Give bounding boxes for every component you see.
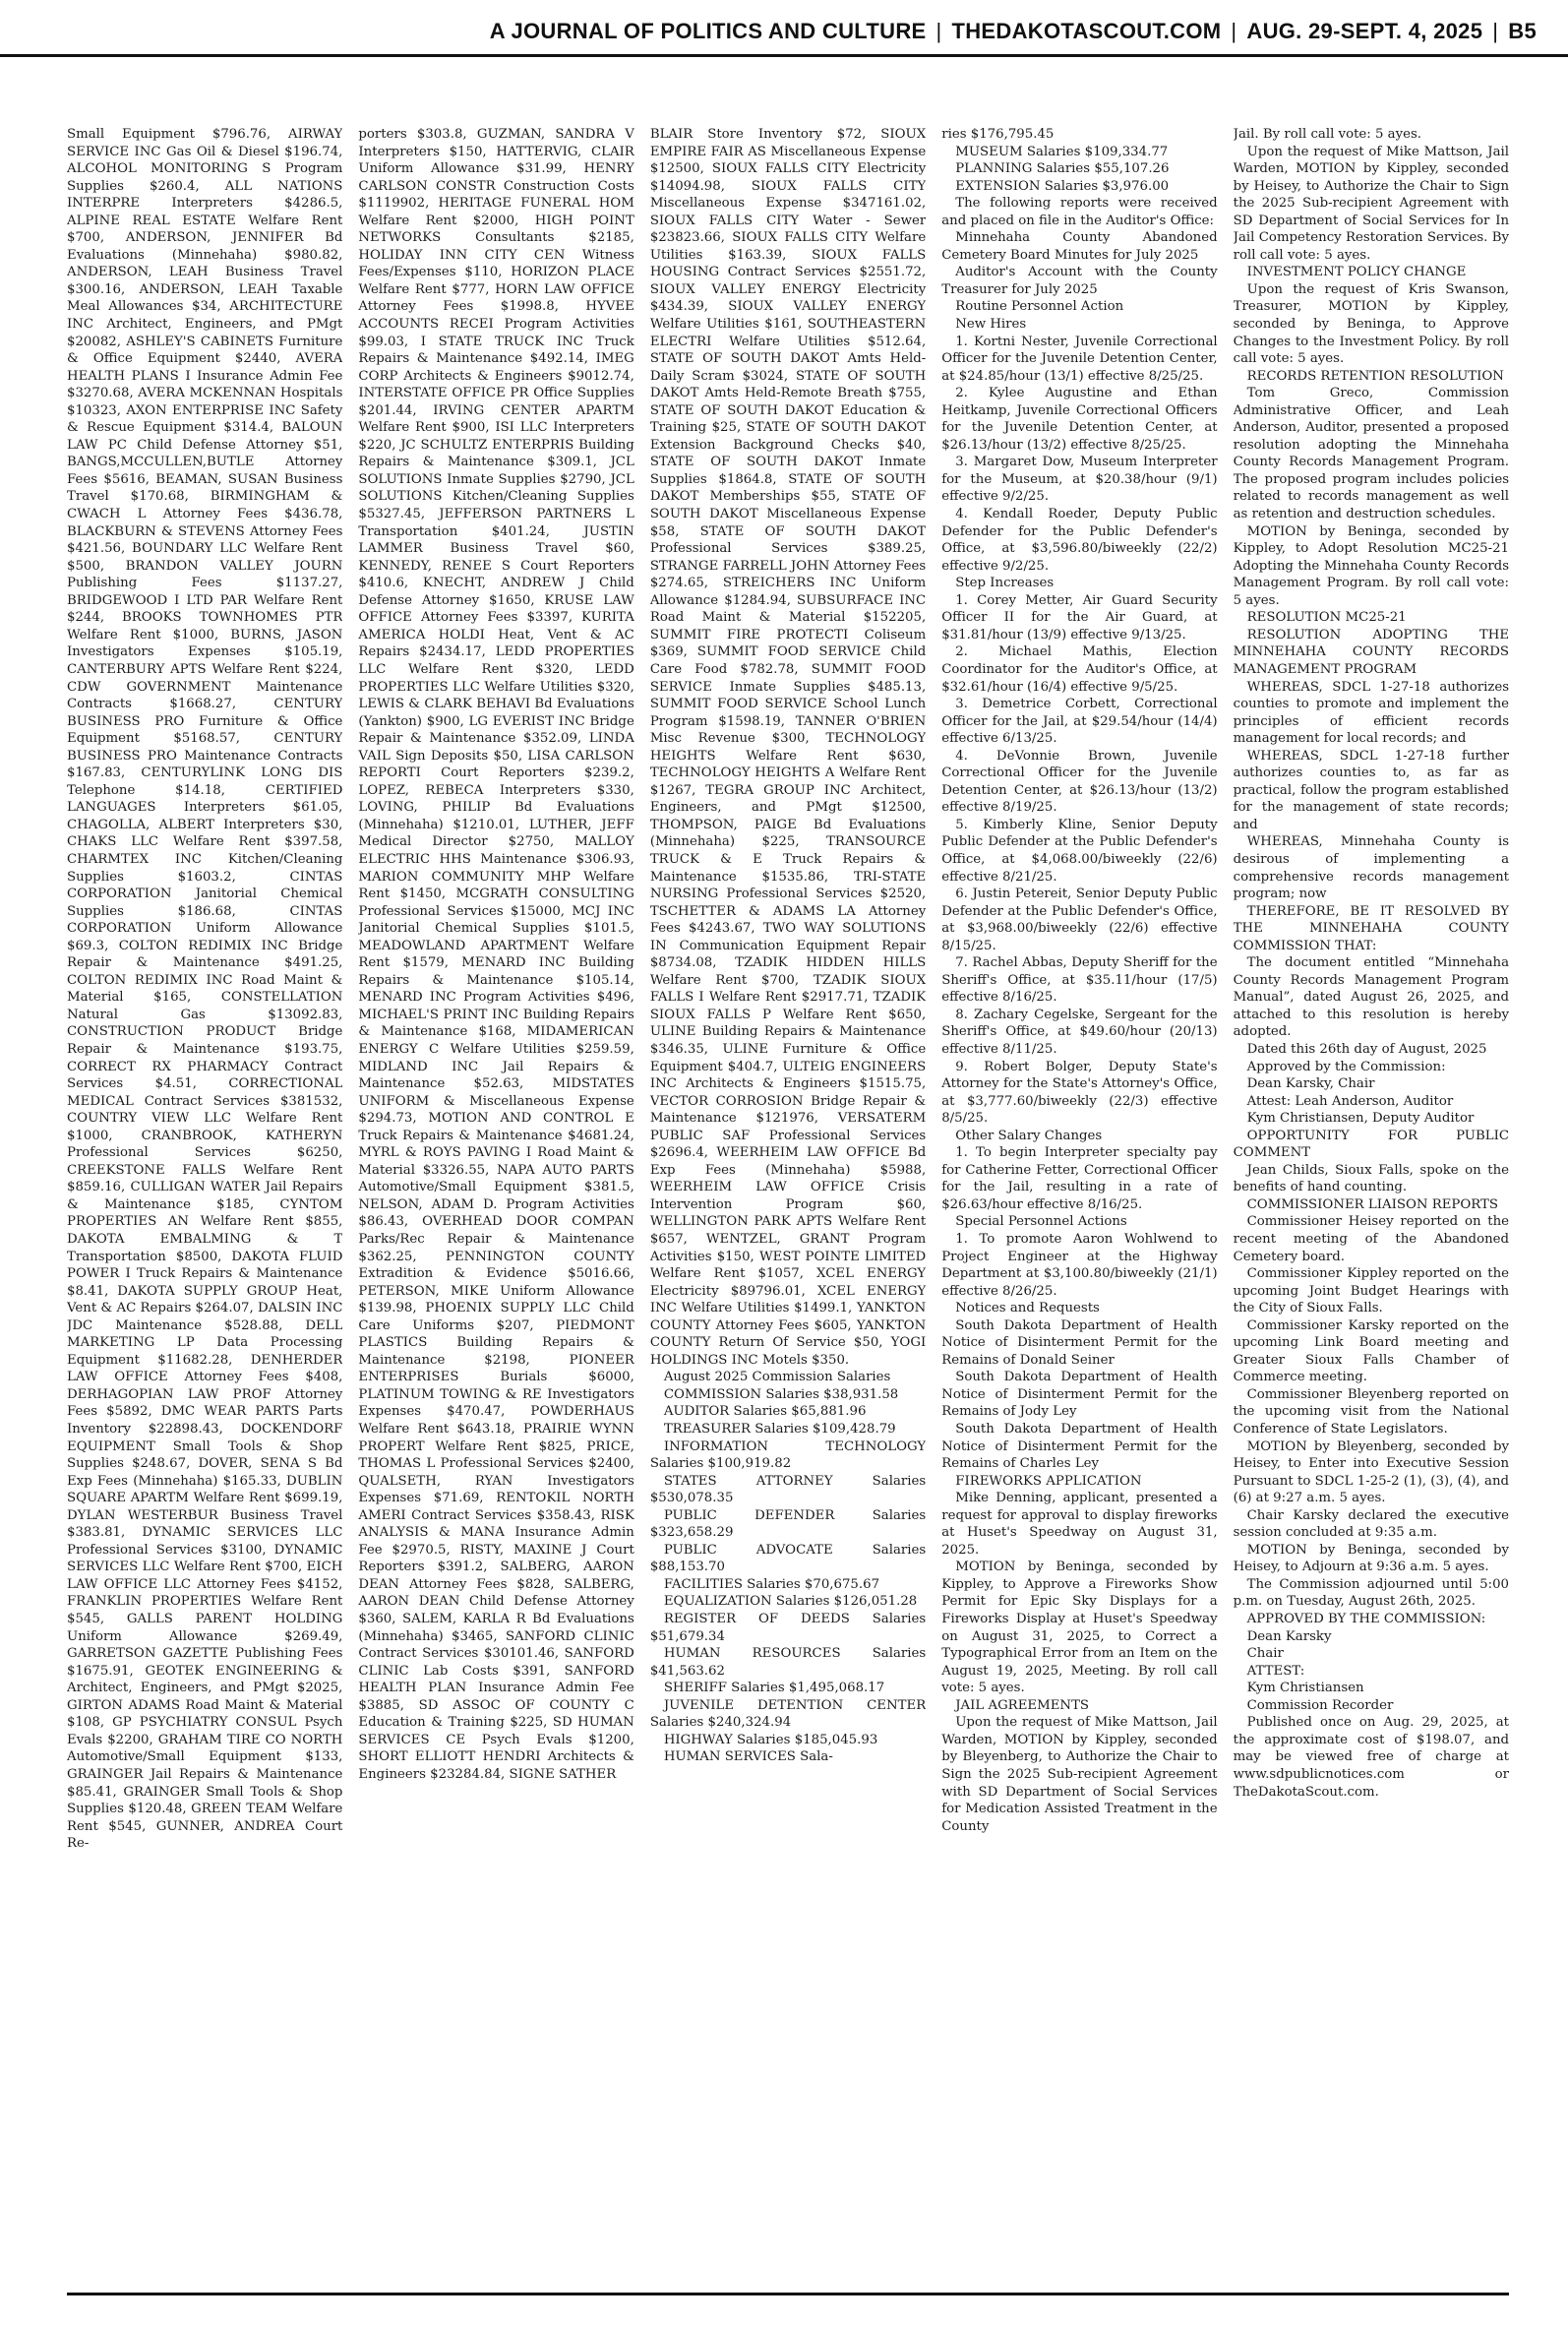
notice-paragraph: COMMISSIONER LIAISON REPORTS — [1246, 1196, 1499, 1212]
notice-paragraph: Dean Karsky — [1246, 1628, 1332, 1644]
masthead-separator: | — [1231, 19, 1237, 43]
column-5 — [1234, 126, 1509, 2288]
notice-paragraph: 1. Kortni Nester, Juvenile Correctional Officer for the Juvenile Detention Center, at $24.85/hour (13/1) effective 8/25/25. — [941, 334, 1218, 384]
notice-paragraph: EXTENSION Salaries $3,976.00 — [955, 178, 1170, 194]
notice-paragraph: TREASURER Salaries $109,428.79 — [663, 1422, 896, 1438]
notice-paragraph: 3. Demetrice Corbett, Correctional Officer for the Jail, at $29.54/hour (14/4) effective 6/13/25. — [941, 697, 1218, 747]
notice-paragraph: Kym Christiansen — [1246, 1681, 1364, 1696]
notice-paragraph: Kym Christiansen, Deputy Auditor — [1246, 1111, 1475, 1127]
notice-paragraph: STATES ATTORNEY Salaries $530,078.35 — [649, 1473, 927, 1506]
notice-paragraph: 2. Michael Mathis, Election Coordinator for the Auditor's Office, at $32.61/hour (16/4) effective 9/5/25. — [941, 644, 1218, 695]
notice-paragraph: New Hires — [955, 317, 1027, 333]
notice-paragraph: 1. To promote Aaron Wohlwend to Project Engineer at the Highway Department at $3,100.80/biweekly (21/1) effective 8/26/25. — [941, 1232, 1218, 1299]
notice-paragraph: Upon the request of Mike Mattson, Jail Warden, MOTION by Kippley, seconded by Heisey, to Authorize the Chair to Sign the 2025 Sub-recipient Agreement with SD Department of Social Services for In Jail Competency Restoration Services. By roll call vote: 5 ayes. — [1233, 144, 1510, 263]
notice-paragraph: FIREWORKS APPLICATION — [955, 1473, 1142, 1489]
bottom-rule — [67, 2293, 1509, 2295]
notice-paragraph: RESOLUTION ADOPTING THE MINNEHAHA COUNTY RECORDS MANAGEMENT PROGRAM — [1233, 627, 1510, 677]
notice-paragraph: JAIL AGREEMENTS — [955, 1697, 1090, 1713]
public-notice-columns — [67, 126, 1509, 2288]
notice-paragraph: AUDITOR Salaries $65,881.96 — [663, 1404, 867, 1420]
column-2 — [358, 126, 633, 2288]
notice-paragraph: Approved by the Commission: — [1246, 1059, 1446, 1074]
notice-paragraph: BLAIR Store Inventory $72, SIOUX EMPIRE FAIR AS Miscellaneous Expense $12500, SIOUX FALLS CITY Electricity $14094.98, SIOUX FALLS CITY Miscellaneous Expense $347161.02, SIOUX FALLS CITY Water - Sewer $23823.66, SIOUX FALLS CITY Welfare Utilities $163.39, SIOUX FALLS HOUSING Contract Services $2551.72, SIOUX VALLEY ENERGY Electricity $434.39, SIOUX VALLEY ENERGY Welfare Utilities $161, SOUTHEASTERN ELECTRI Welfare Utilities $512.64, STATE OF SOUTH DAKOT Amts Held-Daily Scram $3024, STATE OF SOUTH DAKOT Amts Held-Remote Breath $755, STATE OF SOUTH DAKOT Education & Training $25, STATE OF SOUTH DAKOT Extension Background Checks $40, STATE OF SOUTH DAKOT Inmate Supplies $1864.8, STATE OF SOUTH DAKOT Memberships $55, STATE OF SOUTH DAKOT Miscellaneous Expense $58, STATE OF SOUTH DAKOT Professional Services $389.25, STRANGE FARRELL JOHN Attorney Fees $274.65, STREICHERS INC Uniform Allowance $1284.94, SUBSURFACE INC Road Maint & Material $152205, SUMMIT FIRE PROTECTI Coliseum $369, SUMMIT FOOD SERVICE Child Care Food $782.78, SUMMIT FOOD SERVICE Inmate Supplies $485.13, SUMMIT FOOD SERVICE School Lunch Program $1598.19, TANNER O'BRIEN Misc Revenue $300, TECHNOLOGY HEIGHTS Welfare Rent $630, TECHNOLOGY HEIGHTS A Welfare Rent $1267, TEGRA GROUP INC Architect, Engineers, and PMgt $12500, THOMPSON, PAIGE Bd Evaluations (Minnehaha) $225, TRANSOURCE TRUCK & E Truck Repairs & Maintenance $1535.86, TRI-STATE NURSING Professional Services $2520, TSCHETTER & ADAMS LA Attorney Fees $4243.67, TWO WAY SOLUTIONS IN Communication Equipment Repair $8734.08, TZADIK HIDDEN HILLS Welfare Rent $700, TZADIK SIOUX FALLS I Welfare Rent $2917.71, TZADIK SIOUX FALLS P Welfare Rent $650, ULINE Building Repairs & Maintenance $346.35, ULINE Furniture & Office Equipment $404.7, ULTEIG ENGINEERS INC Architects & Engineers $1515.75, VECTOR CORROSION Bridge Repair & Maintenance $121976, VERSATERM PUBLIC SAF Professional Services $2696.4, WEERHEIM LAW OFFICE Bd Exp Fees (Minnehaha) $5988, WEERHEIM LAW OFFICE Crisis Intervention Program $60, WELLINGTON PARK APTS Welfare Rent $657, WENTZEL, GRANT Program Activities $150, WEST POINTE LIMITED Welfare Rent $1057, XCEL ENERGY Electricity $89796.01, XCEL ENERGY INC Welfare Utilities $1499.1, YANKTON COUNTY Attorney Fees $605, YANKTON COUNTY Return Of Service $50, YOGI HOLDINGS INC Motels $350. — [649, 127, 927, 1368]
notice-paragraph: ATTEST: — [1246, 1663, 1305, 1679]
notice-paragraph: MOTION by Bleyenberg, seconded by Heisey, to Enter into Executive Session Pursuant to SDCL 1-25-2 (1), (3), (4), and (6) at 9:27 a.m. 5 ayes. — [1233, 1438, 1510, 1506]
notice-paragraph: MOTION by Beninga, seconded by Kippley, to Approve a Fireworks Show Permit for Epic Sky Displays for a Fireworks Display at Huset's Speedway on August 31, 2025, to Correct a Typographical Error from an Item on the August 19, 2025, Meeting. By roll call vote: 5 ayes. — [941, 1560, 1218, 1696]
notice-paragraph: Tom Greco, Commission Administrative Officer, and Leah Anderson, Auditor, presented a proposed resolution adopting the Minnehaha County Records Management Program. The proposed program includes policies related to records management as well as retention and destruction schedules. — [1233, 386, 1510, 522]
notice-paragraph: Notices and Requests — [955, 1301, 1100, 1316]
notice-paragraph: Chair Karsky declared the executive session concluded at 9:35 a.m. — [1233, 1507, 1510, 1541]
notice-paragraph: WHEREAS, SDCL 1-27-18 authorizes counties to promote and implement the principles of efficient records management for local records; and — [1233, 679, 1510, 747]
notice-paragraph: MOTION by Beninga, seconded by Heisey, to Adjourn at 9:36 a.m. 5 ayes. — [1233, 1542, 1510, 1575]
notice-paragraph: HUMAN RESOURCES Salaries $41,563.62 — [649, 1646, 927, 1679]
notice-paragraph: HUMAN SERVICES Sala- — [663, 1749, 833, 1765]
notice-paragraph: The document entitled “Minnehaha County Records Management Program Manual”, dated August 26, 2025, and attached to this resolution is hereby adopted. — [1233, 955, 1510, 1040]
site-name: THEDAKOTASCOUT.COM — [951, 19, 1222, 43]
notice-paragraph: 9. Robert Bolger, Deputy State's Attorney for the State's Attorney's Office, at $3,777.60/biweekly (22/3) effective 8/5/25. — [941, 1059, 1218, 1127]
notice-paragraph: 6. Justin Petereit, Senior Deputy Public Defender at the Public Defender's Office, at $3,968.00/biweekly (22/6) effective 8/15/25. — [941, 887, 1218, 953]
notice-paragraph: EQUALIZATION Salaries $126,051.28 — [663, 1594, 918, 1610]
notice-paragraph: JUVENILE DETENTION CENTER Salaries $240,324.94 — [649, 1697, 927, 1731]
issue-date: AUG. 29-SEPT. 4, 2025 — [1246, 19, 1483, 43]
notice-paragraph: Upon the request of Kris Swanson, Treasurer, MOTION by Kippley, seconded by Beninga, to Approve Changes to the Investment Policy. By roll call vote: 5 ayes. — [1233, 281, 1510, 367]
notice-paragraph: Jean Childs, Sioux Falls, spoke on the benefits of hand counting. — [1233, 1162, 1510, 1195]
notice-paragraph: WHEREAS, Minnehaha County is desirous of implementing a comprehensive records management program; now — [1233, 834, 1510, 902]
notice-paragraph: Minnehaha County Abandoned Cemetery Board Minutes for July 2025 — [941, 230, 1218, 263]
notice-paragraph: ries $176,795.45 — [941, 127, 1055, 142]
notice-paragraph: RESOLUTION MC25-21 — [1246, 610, 1407, 626]
notice-paragraph: Commissioner Kippley reported on the upcoming Joint Budget Hearings with the City of Sioux Falls. — [1233, 1266, 1510, 1316]
notice-paragraph: PLANNING Salaries $55,107.26 — [955, 161, 1170, 177]
column-4 — [941, 126, 1217, 2288]
notice-paragraph: WHEREAS, SDCL 1-27-18 further authorizes counties to, as far as practical, follow the program established for the management of state records; and — [1233, 748, 1510, 832]
notice-paragraph: Published once on Aug. 29, 2025, at the approximate cost of $198.07, and may be viewed free of charge at www.sdpublicnotices.com or TheDakotaScout.com. — [1233, 1715, 1510, 1800]
page-masthead — [0, 0, 1568, 57]
notice-paragraph: Dean Karsky, Chair — [1246, 1076, 1375, 1092]
notice-paragraph: 1. Corey Metter, Air Guard Security Officer II for the Air Guard, at $31.81/hour (13/9) effective 9/13/25. — [941, 592, 1218, 642]
notice-paragraph: Mike Denning, applicant, presented a request for approval to display fireworks at Huset's Speedway on August 31, 2025. — [941, 1491, 1218, 1558]
notice-paragraph: COMMISSION Salaries $38,931.58 — [663, 1386, 899, 1402]
notice-paragraph: porters $303.8, GUZMAN, SANDRA V Interpreters $150, HATTERVIG, CLAIR Uniform Allowance $31.99, HENRY CARLSON CONSTR Construction Costs $1119902, HERITAGE FUNERAL HOM Welfare Rent $2000, HIGH POINT NETWORKS Consultants $2185, HOLIDAY INN CITY CEN Witness Fees/Expenses $110, HORIZON PLACE Welfare Rent $777, HORN LAW OFFICE Attorney Fees $1998.8, HYVEE ACCOUNTS RECEI Program Activities $99.03, I STATE TRUCK INC Truck Repairs & Maintenance $492.14, IMEG CORP Architects & Engineers $9012.74, INTERSTATE OFFICE PR Office Supplies $201.44, IRVING CENTER APARTM Welfare Rent $900, ISI LLC Interpreters $220, JC SCHULTZ ENTERPRIS Building Repairs & Maintenance $309.1, JCL SOLUTIONS Inmate Supplies $2790, JCL SOLUTIONS Kitchen/Cleaning Supplies $5327.45, JEFFERSON PARTNERS L Transportation $401.24, JUSTIN LAMMER Business Travel $60, KENNEDY, RENEE S Court Reporters $410.6, KNECHT, ANDREW J Child Defense Attorney $1650, KRUSE LAW OFFICE Attorney Fees $3397, KURITA AMERICA HOLDI Heat, Vent & AC Repairs $2434.17, LEDD PROPERTIES LLC Welfare Rent $320, LEDD PROPERTIES LLC Welfare Utilities $320, LEWIS & CLARK BEHAVI Bd Evaluations (Yankton) $900, LG EVERIST INC Bridge Repair & Maintenance $352.09, LINDA VAIL Sign Deposits $50, LISA CARLSON REPORTI Court Reporters $239.2, LOPEZ, REBECA Interpreters $330, LOVING, PHILIP Bd Evaluations (Minnehaha) $1210.01, LUTHER, JEFF Medical Director $2750, MALLOY ELECTRIC HHS Maintenance $306.93, MARION COMMUNITY MHP Welfare Rent $1450, MCGRATH CONSULTING Professional Services $15000, MCJ INC Janitorial Chemical Supplies $101.5, MEADOWLAND APARTMENT Welfare Rent $1579, MENARD INC Building Repairs & Maintenance $105.14, MENARD INC Program Activities $496, MICHAEL'S PRINT INC Building Repairs & Maintenance $168, MIDAMERICAN ENERGY C Welfare Utilities $259.59, MIDLAND INC Jail Repairs & Maintenance $52.63, MIDSTATES UNIFORM & Miscellaneous Expense $294.73, MOTION AND CONTROL E Truck Repairs & Maintenance $4681.24, MYRL & ROYS PAVING I Road Maint & Material $3326.55, NAPA AUTO PARTS Automotive/Small Equipment $381.5, NELSON, ADAM D. Program Activities $86.43, OVERHEAD DOOR COMPAN Parks/Rec Repair & Maintenance $362.25, PENNINGTON COUNTY Extradition & Evidence $5016.66, PETERSON, MIKE Uniform Allowance $139.98, PHOENIX SUPPLY LLC Child Care Uniforms $207, PIEDMONT PLASTICS Building Repairs & Maintenance $2198, PIONEER ENTERPRISES Burials $6000, PLATINUM TOWING & RE Investigators Expenses $470.47, POWDERHAUS Welfare Rent $643.18, PRAIRIE WYNN PROPERT Welfare Rent $825, PRICE, THOMAS L Professional Services $2400, QUALSETH, RYAN Investigators Expenses $71.69, RENTOKIL NORTH AMERI Contract Services $358.43, RISK ANALYSIS & MANA Insurance Admin Fee $2970.5, RISTY, MAXINE J Court Reporters $391.2, SALBERG, AARON DEAN Attorney Fees $828, SALBERG, AARON DEAN Child Defense Attorney $360, SALEM, KARLA R Bd Evaluations (Minnehaha) $3465, SANFORD CLINIC Contract Services $30101.46, SANFORD CLINIC Lab Costs $391, SANFORD HEALTH PLAN Insurance Admin Fee $3885, SD ASSOC OF COUNTY C Education & Training $225, SD HUMAN SERVICES CE Psych Evals $1200, SHORT ELLIOTT HENDRI Architects & Engineers $23284.84, SIGNE SATHER — [358, 127, 634, 1782]
notice-paragraph: MUSEUM Salaries $109,334.77 — [955, 144, 1169, 159]
notice-paragraph: PUBLIC DEFENDER Salaries $323,658.29 — [649, 1507, 927, 1541]
notice-paragraph: 4. DeVonnie Brown, Juvenile Correctional Officer for the Juvenile Detention Center, at $26.13/hour (13/2) effective 8/19/25. — [941, 748, 1218, 816]
notice-paragraph: Other Salary Changes — [955, 1128, 1103, 1143]
masthead-separator: | — [1492, 19, 1499, 43]
notice-paragraph: The following reports were received and placed on file in the Auditor's Office: — [941, 196, 1218, 228]
journal-tagline: A JOURNAL OF POLITICS AND CULTURE — [489, 19, 927, 43]
notice-paragraph: Step Increases — [955, 576, 1055, 591]
notice-paragraph: South Dakota Department of Health Notice of Disinterment Permit for the Remains of Donald Seiner — [941, 1317, 1218, 1368]
notice-paragraph: OPPORTUNITY FOR PUBLIC COMMENT — [1233, 1128, 1510, 1161]
notice-paragraph: 1. To begin Interpreter specialty pay for Catherine Fetter, Correctional Officer for the Jail, resulting in a rate of $26.63/hour effective 8/16/25. — [941, 1145, 1218, 1212]
notice-paragraph: Small Equipment $796.76, AIRWAY SERVICE INC Gas Oil & Diesel $196.74, ALCOHOL MONITORING S Program Supplies $260.4, ALL NATIONS INTERPRE Interpreters $4286.5, ALPINE REAL ESTATE Welfare Rent $700, ANDERSON, JENNIFER Bd Evaluations (Minnehaha) $980.82, ANDERSON, LEAH Business Travel $300.16, ANDERSON, LEAH Taxable Meal Allowances $34, ARCHITECTURE INC Architect, Engineers, and PMgt $20082, ASHLEY'S CABINETS Furniture & Office Equipment $2440, AVERA HEALTH PLANS I Insurance Admin Fee $3270.68, AVERA MCKENNAN Hospitals $10323, AXON ENTERPRISE INC Safety & Rescue Equipment $314.4, BALOUN LAW PC Child Defense Attorney $51, BANGS,MCCULLEN,BUTLE Attorney Fees $5616, BEAMAN, SUSAN Business Travel $170.68, BIRMINGHAM & CWACH L Attorney Fees $436.78, BLACKBURN & STEVENS Attorney Fees $421.56, BOUNDARY LLC Welfare Rent $500, BRANDON VALLEY JOURN Publishing Fees $1137.27, BRIDGEWOOD I LTD PAR Welfare Rent $244, BROOKS TOWNHOMES PTR Welfare Rent $1000, BURNS, JASON Investigators Expenses $105.19, CANTERBURY APTS Welfare Rent $224, CDW GOVERNMENT Maintenance Contracts $1668.27, CENTURY BUSINESS PRO Furniture & Office Equipment $5168.57, CENTURY BUSINESS PRO Maintenance Contracts $167.83, CENTURYLINK LONG DIS Telephone $14.18, CERTIFIED LANGUAGES Interpreters $61.05, CHAGOLLA, ALBERT Interpreters $30, CHAKS LLC Welfare Rent $397.58, CHARMTEX INC Kitchen/Cleaning Supplies $1603.2, CINTAS CORPORATION Janitorial Chemical Supplies $186.68, CINTAS CORPORATION Uniform Allowance $69.3, COLTON REDIMIX INC Bridge Repair & Maintenance $491.25, COLTON REDIMIX INC Road Maint & Material $165, CONSTELLATION Natural Gas $13092.83, CONSTRUCTION PRODUCT Bridge Repair & Maintenance $193.75, CORRECT RX PHARMACY Contract Services $4.51, CORRECTIONAL MEDICAL Contract Services $381532, COUNTRY VIEW LLC Welfare Rent $1000, CRANBROOK, KATHERYN Professional Services $6250, CREEKSTONE FALLS Welfare Rent $859.16, CULLIGAN WATER Jail Repairs & Maintenance $185, CYNTOM PROPERTIES AN Welfare Rent $855, DAKOTA EMBALMING & T Transportation $8500, DAKOTA FLUID POWER I Truck Repairs & Maintenance $8.41, DAKOTA SUPPLY GROUP Heat, Vent & AC Repairs $264.07, DALSIN INC JDC Maintenance $528.88, DELL MARKETING LP Data Processing Equipment $11682.28, DENHERDER LAW OFFICE Attorney Fees $408, DERHAGOPIAN LAW PROF Attorney Fees $5892, DMC WEAR PARTS Parts Inventory $22898.43, DOCKENDORF EQUIPMENT Small Tools & Shop Supplies $248.67, DOVER, SENA S Bd Exp Fees (Minnehaha) $165.33, DUBLIN SQUARE APARTM Welfare Rent $699.19, DYLAN WESTERBUR Business Travel $383.81, DYNAMIC SERVICES LLC Professional Services $3100, DYNAMIC SERVICES LLC Welfare Rent $700, EICH LAW OFFICE LLC Attorney Fees $4152, FRANKLIN PROPERTIES Welfare Rent $545, GALLS PARENT HOLDING Uniform Allowance $269.49, GARRETSON GAZETTE Publishing Fees $1675.91, GEOTEK ENGINEERING & Architect, Engineers, and PMgt $2025, GIRTON ADAMS Road Maint & Material $108, GP PSYCHIATRY CONSUL Psych Evals $2200, GRAHAM TIRE CO NORTH Automotive/Small Equipment $133, GRAINGER Jail Repairs & Maintenance $85.41, GRAINGER Small Tools & Shop Supplies $120.48, GREEN TEAM Welfare Rent $545, GUNNER, ANDREA Court Re- — [67, 127, 343, 1852]
masthead-separator: | — [935, 19, 942, 43]
notice-paragraph: Auditor's Account with the County Treasurer for July 2025 — [941, 265, 1218, 297]
notice-paragraph: 7. Rachel Abbas, Deputy Sheriff for the Sheriff's Office, at $35.11/hour (17/5) effective 8/16/25. — [941, 955, 1218, 1006]
notice-paragraph: South Dakota Department of Health Notice of Disinterment Permit for the Remains of Jody Ley — [941, 1370, 1218, 1420]
column-3 — [650, 126, 926, 2288]
masthead-line — [490, 19, 1537, 44]
notice-paragraph: FACILITIES Salaries $70,675.67 — [663, 1576, 880, 1592]
notice-paragraph: 5. Kimberly Kline, Senior Deputy Public Defender at the Public Defender's Office, at $4,068.00/biweekly (22/6) effective 8/21/25. — [941, 817, 1218, 885]
notice-paragraph: INVESTMENT POLICY CHANGE — [1246, 265, 1467, 280]
notice-paragraph: SHERIFF Salaries $1,495,068.17 — [663, 1681, 885, 1696]
notice-paragraph: Commissioner Bleyenberg reported on the upcoming visit from the National Conference of State Legislators. — [1233, 1386, 1510, 1438]
notice-paragraph: August 2025 Commission Salaries — [663, 1370, 891, 1385]
notice-paragraph: Commissioner Karsky reported on the upcoming Link Board meeting and Greater Sioux Falls Chamber of Commerce meeting. — [1233, 1317, 1510, 1385]
notice-paragraph: The Commission adjourned until 5:00 p.m. on Tuesday, August 26th, 2025. — [1233, 1576, 1510, 1610]
column-1 — [67, 126, 342, 2288]
notice-paragraph: RECORDS RETENTION RESOLUTION — [1246, 368, 1504, 384]
notice-paragraph: 8. Zachary Cegelske, Sergeant for the Sheriff's Office, at $49.60/hour (20/13) effective 8/11/25. — [941, 1007, 1218, 1057]
notice-paragraph: APPROVED BY THE COMMISSION: — [1246, 1612, 1486, 1627]
notice-paragraph: Commissioner Heisey reported on the recent meeting of the Abandoned Cemetery board. — [1233, 1214, 1510, 1264]
notice-paragraph: Commission Recorder — [1246, 1697, 1394, 1713]
notice-paragraph: 2. Kylee Augustine and Ethan Heitkamp, Juvenile Correctional Officers for the Juvenile Detention Center, at $26.13/hour (13/2) effective 8/25/25. — [941, 386, 1218, 453]
notice-paragraph: PUBLIC ADVOCATE Salaries $88,153.70 — [649, 1542, 927, 1575]
notice-paragraph: INFORMATION TECHNOLOGY Salaries $100,919.82 — [649, 1438, 927, 1472]
notice-paragraph: THEREFORE, BE IT RESOLVED BY THE MINNEHAHA COUNTY COMMISSION THAT: — [1233, 903, 1510, 953]
page-number: B5 — [1508, 19, 1537, 43]
notice-paragraph: Upon the request of Mike Mattson, Jail Warden, MOTION by Kippley, seconded by Bleyenberg, to Authorize the Chair to Sign the 2025 Sub-recipient Agreement with SD Department of Social Services for Medication Assisted Treatment in the County — [941, 1715, 1218, 1834]
notice-paragraph: South Dakota Department of Health Notice of Disinterment Permit for the Remains of Charles Ley — [941, 1422, 1218, 1472]
notice-paragraph: HIGHWAY Salaries $185,045.93 — [663, 1732, 878, 1747]
notice-paragraph: 4. Kendall Roeder, Deputy Public Defender for the Public Defender's Office, at $3,596.80/biweekly (22/2) effective 9/2/25. — [941, 507, 1218, 574]
notice-paragraph: REGISTER OF DEEDS Salaries $51,679.34 — [649, 1612, 927, 1644]
notice-paragraph: Special Personnel Actions — [955, 1214, 1127, 1230]
notice-paragraph: 3. Margaret Dow, Museum Interpreter for the Museum, at $20.38/hour (9/1) effective 9/2/25. — [941, 455, 1218, 505]
notice-paragraph: Attest: Leah Anderson, Auditor — [1246, 1093, 1454, 1109]
notice-paragraph: Chair — [1246, 1646, 1284, 1662]
notice-paragraph: Jail. By roll call vote: 5 ayes. — [1233, 127, 1422, 142]
notice-paragraph: Routine Personnel Action — [955, 299, 1124, 315]
notice-paragraph: MOTION by Beninga, seconded by Kippley, to Adopt Resolution MC25-21 Adopting the Minnehaha County Records Management Program. By roll call vote: 5 ayes. — [1233, 523, 1510, 608]
notice-paragraph: Dated this 26th day of August, 2025 — [1246, 1041, 1487, 1057]
